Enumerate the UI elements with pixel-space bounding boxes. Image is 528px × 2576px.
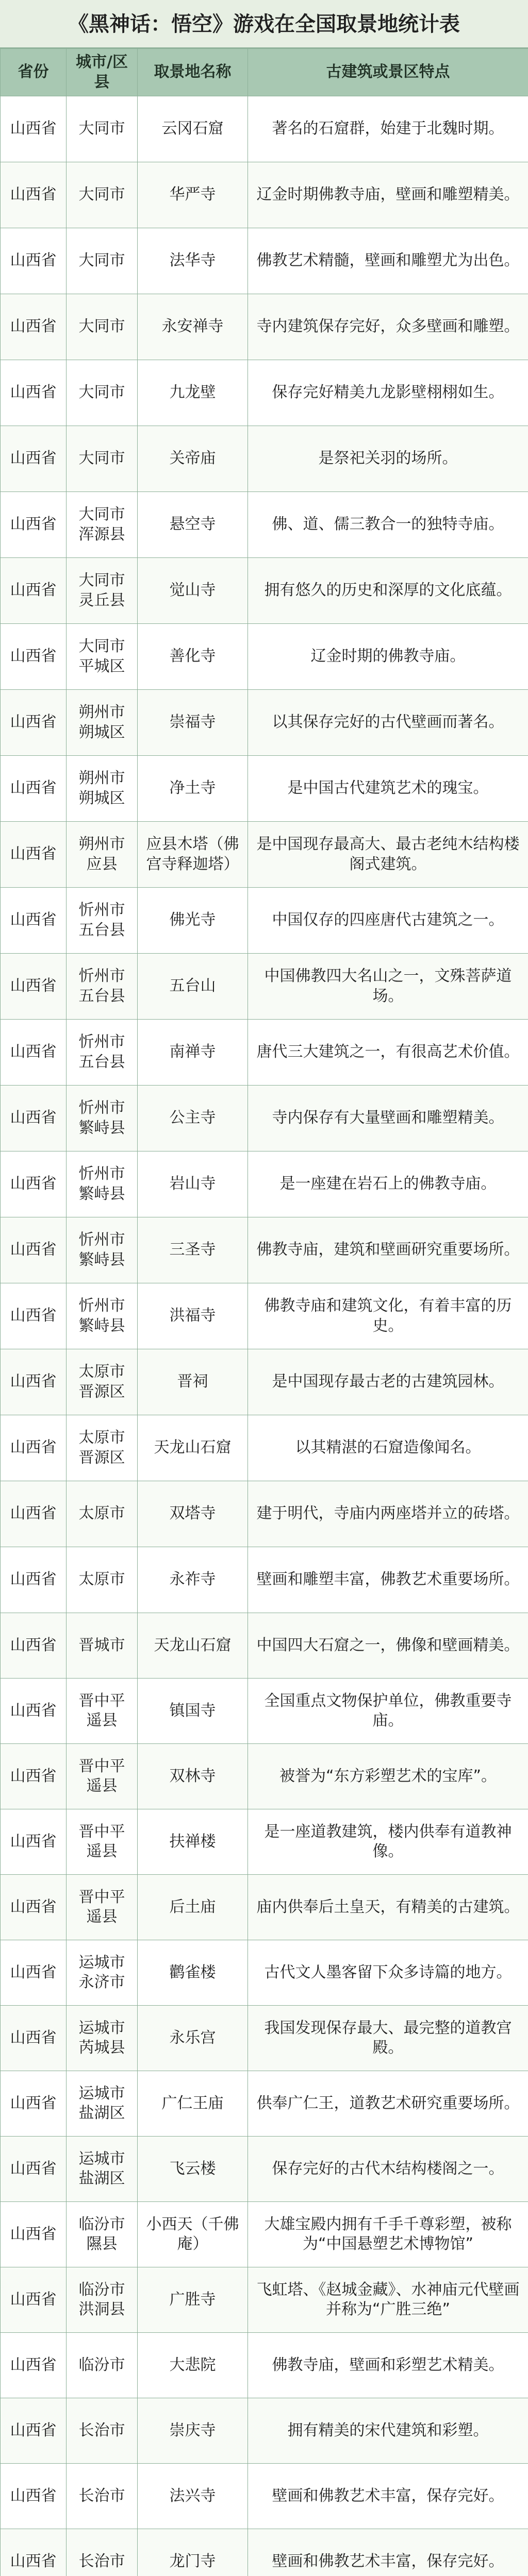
location-name-cell: 法兴寺 xyxy=(138,2464,248,2529)
city-cell: 太原市晋源区 xyxy=(67,1349,138,1415)
feature-cell: 辽金时期的佛教寺庙。 xyxy=(248,624,528,690)
location-name-cell: 崇福寺 xyxy=(138,690,248,756)
city-cell: 太原市晋源区 xyxy=(67,1415,138,1481)
city-cell: 忻州市繁峙县 xyxy=(67,1217,138,1283)
table-row xyxy=(1,1020,528,1086)
location-name-cell: 永祚寺 xyxy=(138,1547,248,1613)
feature-cell: 是中国古代建筑艺术的瑰宝。 xyxy=(248,756,528,822)
province-cell: 山西省 xyxy=(1,2464,67,2529)
province-cell: 山西省 xyxy=(1,162,67,228)
location-name-cell: 后土庙 xyxy=(138,1875,248,1940)
location-name-cell: 大悲院 xyxy=(138,2333,248,2398)
location-name-cell: 广胜寺 xyxy=(138,2267,248,2333)
province-cell: 山西省 xyxy=(1,624,67,690)
table-row xyxy=(1,1086,528,1151)
location-name-cell: 关帝庙 xyxy=(138,426,248,492)
location-name-cell: 崇庆寺 xyxy=(138,2398,248,2464)
province-cell: 山西省 xyxy=(1,888,67,954)
table-row xyxy=(1,360,528,426)
province-cell: 山西省 xyxy=(1,954,67,1020)
province-cell: 山西省 xyxy=(1,1875,67,1940)
province-cell: 山西省 xyxy=(1,1086,67,1151)
province-cell: 山西省 xyxy=(1,426,67,492)
feature-cell: 全国重点文物保护单位，佛教重要寺庙。 xyxy=(248,1679,528,1744)
feature-cell: 被誉为“东方彩塑艺术的宝库”。 xyxy=(248,1744,528,1809)
city-cell: 运城市永济市 xyxy=(67,1940,138,2006)
location-name-cell: 三圣寺 xyxy=(138,1217,248,1283)
location-name-cell: 佛光寺 xyxy=(138,888,248,954)
feature-cell: 建于明代，寺庙内两座塔并立的砖塔。 xyxy=(248,1481,528,1547)
city-cell: 忻州市繁峙县 xyxy=(67,1283,138,1349)
city-cell: 临汾市洪洞县 xyxy=(67,2267,138,2333)
province-cell: 山西省 xyxy=(1,1217,67,1283)
feature-cell: 唐代三大建筑之一，有很高艺术价值。 xyxy=(248,1020,528,1086)
province-cell: 山西省 xyxy=(1,228,67,294)
feature-cell: 寺内建筑保存完好，众多壁画和雕塑。 xyxy=(248,294,528,360)
province-cell: 山西省 xyxy=(1,1744,67,1809)
province-cell: 山西省 xyxy=(1,2006,67,2071)
feature-cell: 保存完好的古代木结构楼阁之一。 xyxy=(248,2137,528,2202)
feature-cell: 中国佛教四大名山之一，文殊菩萨道场。 xyxy=(248,954,528,1020)
location-name-cell: 广仁王庙 xyxy=(138,2071,248,2137)
table-row xyxy=(1,2137,528,2202)
feature-cell: 拥有悠久的历史和深厚的文化底蕴。 xyxy=(248,558,528,624)
header-location-name: 取景地名称 xyxy=(138,49,248,96)
feature-cell: 佛教艺术精髓，壁画和雕塑尤为出色。 xyxy=(248,228,528,294)
table-title: 《黑神话：悟空》游戏在全国取景地统计表 xyxy=(0,0,528,48)
location-name-cell: 双塔寺 xyxy=(138,1481,248,1547)
table-row xyxy=(1,624,528,690)
table-row xyxy=(1,1940,528,2006)
feature-cell: 佛教寺庙，壁画和彩塑艺术精美。 xyxy=(248,2333,528,2398)
city-cell: 忻州市繁峙县 xyxy=(67,1151,138,1217)
province-cell: 山西省 xyxy=(1,2529,67,2576)
table-row xyxy=(1,690,528,756)
province-cell: 山西省 xyxy=(1,1613,67,1679)
city-cell: 朔州市朔城区 xyxy=(67,756,138,822)
feature-cell: 以其保存完好的古代壁画而著名。 xyxy=(248,690,528,756)
feature-cell: 是中国现存最高大、最古老纯木结构楼阁式建筑。 xyxy=(248,822,528,888)
city-cell: 太原市 xyxy=(67,1547,138,1613)
province-cell: 山西省 xyxy=(1,1940,67,2006)
city-cell: 朔州市应县 xyxy=(67,822,138,888)
province-cell: 山西省 xyxy=(1,1283,67,1349)
city-cell: 晋中平遥县 xyxy=(67,1679,138,1744)
city-cell: 运城市盐湖区 xyxy=(67,2137,138,2202)
table-row xyxy=(1,822,528,888)
feature-cell: 拥有精美的宋代建筑和彩塑。 xyxy=(248,2398,528,2464)
table-row xyxy=(1,2333,528,2398)
location-name-cell: 天龙山石窟 xyxy=(138,1613,248,1679)
table-row xyxy=(1,96,528,162)
province-cell: 山西省 xyxy=(1,96,67,162)
location-name-cell: 觉山寺 xyxy=(138,558,248,624)
table-row xyxy=(1,2529,528,2576)
location-name-cell: 飞云楼 xyxy=(138,2137,248,2202)
header-features: 古建筑或景区特点 xyxy=(248,49,528,96)
table-row xyxy=(1,1547,528,1613)
province-cell: 山西省 xyxy=(1,822,67,888)
city-cell: 大同市 xyxy=(67,294,138,360)
feature-cell: 是一座建在岩石上的佛教寺庙。 xyxy=(248,1151,528,1217)
province-cell: 山西省 xyxy=(1,1809,67,1875)
province-cell: 山西省 xyxy=(1,2071,67,2137)
city-cell: 忻州市五台县 xyxy=(67,954,138,1020)
table-row xyxy=(1,756,528,822)
location-name-cell: 悬空寺 xyxy=(138,492,248,558)
feature-cell: 大雄宝殿内拥有千手千尊彩塑，被称为“中国悬塑艺术博物馆” xyxy=(248,2202,528,2267)
feature-cell: 寺内保存有大量壁画和雕塑精美。 xyxy=(248,1086,528,1151)
city-cell: 晋中平遥县 xyxy=(67,1875,138,1940)
feature-cell: 中国四大石窟之一，佛像和壁画精美。 xyxy=(248,1613,528,1679)
table-row xyxy=(1,2398,528,2464)
location-name-cell: 小西天（千佛庵） xyxy=(138,2202,248,2267)
city-cell: 太原市 xyxy=(67,1481,138,1547)
province-cell: 山西省 xyxy=(1,1481,67,1547)
feature-cell: 是中国现存最古老的古建筑园林。 xyxy=(248,1349,528,1415)
table-row xyxy=(1,1151,528,1217)
table-row xyxy=(1,2202,528,2267)
table-row xyxy=(1,954,528,1020)
table-row xyxy=(1,228,528,294)
city-cell: 大同市 xyxy=(67,360,138,426)
table-row xyxy=(1,1217,528,1283)
location-name-cell: 九龙壁 xyxy=(138,360,248,426)
province-cell: 山西省 xyxy=(1,1151,67,1217)
city-cell: 忻州市繁峙县 xyxy=(67,1086,138,1151)
table-header-row xyxy=(1,49,528,96)
city-cell: 晋城市 xyxy=(67,1613,138,1679)
city-cell: 大同市浑源县 xyxy=(67,492,138,558)
city-cell: 长治市 xyxy=(67,2398,138,2464)
table-row xyxy=(1,2071,528,2137)
city-cell: 忻州市五台县 xyxy=(67,888,138,954)
feature-cell: 保存完好精美九龙影壁栩栩如生。 xyxy=(248,360,528,426)
province-cell: 山西省 xyxy=(1,1679,67,1744)
city-cell: 大同市 xyxy=(67,228,138,294)
table-row xyxy=(1,888,528,954)
city-cell: 大同市灵丘县 xyxy=(67,558,138,624)
location-name-cell: 华严寺 xyxy=(138,162,248,228)
feature-cell: 佛教寺庙和建筑文化，有着丰富的历史。 xyxy=(248,1283,528,1349)
table-row xyxy=(1,1283,528,1349)
city-cell: 大同市 xyxy=(67,426,138,492)
location-name-cell: 南禅寺 xyxy=(138,1020,248,1086)
province-cell: 山西省 xyxy=(1,2398,67,2464)
feature-cell: 中国仅存的四座唐代古建筑之一。 xyxy=(248,888,528,954)
province-cell: 山西省 xyxy=(1,2267,67,2333)
location-name-cell: 应县木塔（佛宫寺释迦塔） xyxy=(138,822,248,888)
location-name-cell: 净土寺 xyxy=(138,756,248,822)
location-name-cell: 法华寺 xyxy=(138,228,248,294)
table-row xyxy=(1,2006,528,2071)
city-cell: 朔州市朔城区 xyxy=(67,690,138,756)
table-row xyxy=(1,2267,528,2333)
location-name-cell: 永安禅寺 xyxy=(138,294,248,360)
feature-cell: 佛教寺庙，建筑和壁画研究重要场所。 xyxy=(248,1217,528,1283)
table-row xyxy=(1,558,528,624)
table-row xyxy=(1,1613,528,1679)
location-name-cell: 云冈石窟 xyxy=(138,96,248,162)
feature-cell: 辽金时期佛教寺庙，壁画和雕塑精美。 xyxy=(248,162,528,228)
province-cell: 山西省 xyxy=(1,294,67,360)
province-cell: 山西省 xyxy=(1,2202,67,2267)
province-cell: 山西省 xyxy=(1,1547,67,1613)
feature-cell: 壁画和佛教艺术丰富，保存完好。 xyxy=(248,2464,528,2529)
feature-cell: 以其精湛的石窟造像闻名。 xyxy=(248,1415,528,1481)
location-name-cell: 永乐宫 xyxy=(138,2006,248,2071)
table-row xyxy=(1,1415,528,1481)
feature-cell: 是一座道教建筑，楼内供奉有道教神像。 xyxy=(248,1809,528,1875)
feature-cell: 壁画和佛教艺术丰富，保存完好。 xyxy=(248,2529,528,2576)
table-row xyxy=(1,162,528,228)
table-row xyxy=(1,1481,528,1547)
feature-cell: 我国发现保存最大、最完整的道教宫殿。 xyxy=(248,2006,528,2071)
feature-cell: 飞虹塔、《赵城金藏》、水神庙元代壁画并称为“广胜三绝” xyxy=(248,2267,528,2333)
location-name-cell: 晋祠 xyxy=(138,1349,248,1415)
city-cell: 晋中平遥县 xyxy=(67,1744,138,1809)
province-cell: 山西省 xyxy=(1,690,67,756)
province-cell: 山西省 xyxy=(1,558,67,624)
location-name-cell: 公主寺 xyxy=(138,1086,248,1151)
location-name-cell: 岩山寺 xyxy=(138,1151,248,1217)
city-cell: 大同市 xyxy=(67,162,138,228)
location-name-cell: 洪福寺 xyxy=(138,1283,248,1349)
province-cell: 山西省 xyxy=(1,2333,67,2398)
city-cell: 运城市盐湖区 xyxy=(67,2071,138,2137)
table-row xyxy=(1,1349,528,1415)
table-row xyxy=(1,426,528,492)
feature-cell: 供奉广仁王，道教艺术研究重要场所。 xyxy=(248,2071,528,2137)
table-row xyxy=(1,1744,528,1809)
city-cell: 大同市平城区 xyxy=(67,624,138,690)
table-row xyxy=(1,492,528,558)
city-cell: 临汾市 xyxy=(67,2333,138,2398)
feature-cell: 古代文人墨客留下众多诗篇的地方。 xyxy=(248,1940,528,2006)
province-cell: 山西省 xyxy=(1,1415,67,1481)
province-cell: 山西省 xyxy=(1,1349,67,1415)
table-row xyxy=(1,2464,528,2529)
table-row xyxy=(1,1875,528,1940)
province-cell: 山西省 xyxy=(1,2137,67,2202)
location-name-cell: 双林寺 xyxy=(138,1744,248,1809)
province-cell: 山西省 xyxy=(1,360,67,426)
location-name-cell: 鹳雀楼 xyxy=(138,1940,248,2006)
feature-cell: 著名的石窟群，始建于北魏时期。 xyxy=(248,96,528,162)
location-name-cell: 天龙山石窟 xyxy=(138,1415,248,1481)
city-cell: 运城市芮城县 xyxy=(67,2006,138,2071)
table-row xyxy=(1,1809,528,1875)
header-province: 省份 xyxy=(1,49,67,96)
city-cell: 晋中平遥县 xyxy=(67,1809,138,1875)
province-cell: 山西省 xyxy=(1,756,67,822)
city-cell: 大同市 xyxy=(67,96,138,162)
location-name-cell: 龙门寺 xyxy=(138,2529,248,2576)
location-name-cell: 善化寺 xyxy=(138,624,248,690)
table-row xyxy=(1,294,528,360)
province-cell: 山西省 xyxy=(1,1020,67,1086)
city-cell: 忻州市五台县 xyxy=(67,1020,138,1086)
header-city-district: 城市/区县 xyxy=(67,49,138,96)
location-name-cell: 五台山 xyxy=(138,954,248,1020)
feature-cell: 是祭祀关羽的场所。 xyxy=(248,426,528,492)
table-row xyxy=(1,1679,528,1744)
city-cell: 临汾市隰县 xyxy=(67,2202,138,2267)
feature-cell: 佛、道、儒三教合一的独特寺庙。 xyxy=(248,492,528,558)
location-table xyxy=(0,48,528,2576)
feature-cell: 庙内供奉后土皇天，有精美的古建筑。 xyxy=(248,1875,528,1940)
city-cell: 长治市 xyxy=(67,2464,138,2529)
location-name-cell: 扶禅楼 xyxy=(138,1809,248,1875)
location-name-cell: 镇国寺 xyxy=(138,1679,248,1744)
province-cell: 山西省 xyxy=(1,492,67,558)
city-cell: 长治市 xyxy=(67,2529,138,2576)
feature-cell: 壁画和雕塑丰富，佛教艺术重要场所。 xyxy=(248,1547,528,1613)
